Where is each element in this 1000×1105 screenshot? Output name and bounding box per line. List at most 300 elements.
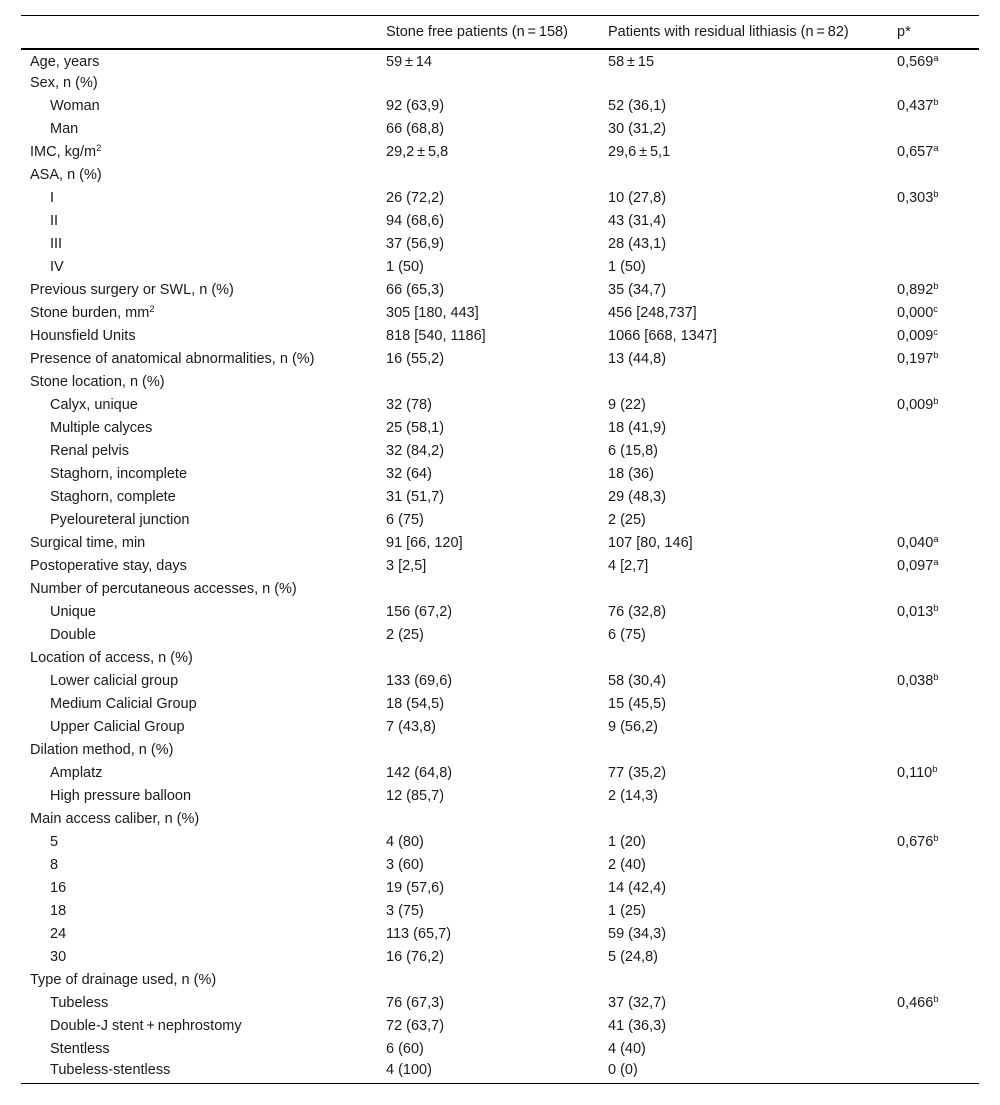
p-value: [888, 210, 979, 233]
p-value-text: 0,569: [897, 53, 934, 70]
table-row: [21, 486, 979, 509]
row-label-text: ASA, n (%): [30, 167, 102, 183]
label-superscript: 2: [96, 143, 102, 154]
row-label: [21, 463, 377, 486]
p-value: [888, 693, 979, 716]
row-label: [21, 693, 377, 716]
table-row: [21, 164, 979, 187]
residual-lithiasis-value: 76 (32,8): [608, 604, 667, 620]
row-label-text: 16: [50, 880, 67, 896]
row-label-text: Pyeloureteral junction: [50, 512, 190, 528]
residual-lithiasis-value: 1 (50): [608, 259, 646, 275]
p-value-text: 0,038: [897, 673, 934, 689]
table-row: [21, 187, 979, 210]
table-row: [21, 141, 979, 164]
row-label-text: Hounsfield Units: [30, 328, 136, 344]
row-label: [21, 371, 377, 394]
residual-lithiasis-value: 9 (22): [608, 397, 646, 413]
p-value-text: 0,013: [897, 604, 934, 620]
residual-lithiasis-value: [599, 371, 888, 394]
p-value: [888, 348, 979, 371]
residual-lithiasis-value: [599, 647, 888, 670]
row-label: [21, 486, 377, 509]
p-value: [888, 417, 979, 440]
residual-lithiasis-value: 52 (36,1): [608, 98, 667, 114]
row-label: [21, 164, 377, 187]
stone-free-value: 94 (68,6): [386, 213, 445, 229]
stone-free-value: 133 (69,6): [386, 673, 453, 689]
row-label-text: Woman: [50, 98, 100, 114]
row-label-text: Staghorn, incomplete: [50, 466, 188, 482]
header-variable: [21, 16, 377, 49]
table-row: [21, 670, 979, 693]
row-label: [21, 440, 377, 463]
p-value-text: 0,000: [897, 305, 934, 321]
p-value-superscript: b: [932, 764, 938, 775]
p-value: [888, 670, 979, 693]
stone-free-value: [377, 969, 599, 992]
row-label-text: Upper Calicial Group: [50, 719, 185, 735]
row-label-text: I: [50, 190, 55, 206]
table-row: [21, 417, 979, 440]
stone-free-value: 26 (72,2): [386, 190, 445, 206]
stone-free-value: 32 (84,2): [386, 443, 445, 459]
p-value: [888, 854, 979, 877]
table-row: [21, 601, 979, 624]
table-row: [21, 992, 979, 1015]
stone-free-value: [377, 808, 599, 831]
table-row: [21, 348, 979, 371]
row-label-text: Stone burden, mm: [30, 305, 150, 321]
table-row: [21, 440, 979, 463]
p-value-superscript: c: [933, 327, 939, 338]
p-value: [888, 463, 979, 486]
p-value: [888, 923, 979, 946]
p-value-superscript: a: [933, 557, 939, 568]
stone-free-value: 31 (51,7): [386, 489, 445, 505]
p-value: [888, 1015, 979, 1038]
row-label-text: Calyx, unique: [50, 397, 138, 413]
stone-free-value: 91 [66, 120]: [386, 535, 463, 551]
residual-lithiasis-value: 4 (40): [608, 1041, 646, 1057]
residual-lithiasis-value: 14 (42,4): [608, 880, 667, 896]
stone-free-value: 4 (80): [386, 834, 424, 850]
p-value: [888, 509, 979, 532]
table-row: [21, 256, 979, 279]
p-value: [888, 325, 979, 348]
row-label: [21, 785, 377, 808]
p-value: [888, 877, 979, 900]
stone-free-value: 19 (57,6): [386, 880, 445, 896]
residual-lithiasis-value: [599, 808, 888, 831]
p-value-superscript: b: [933, 833, 939, 844]
table-row: [21, 969, 979, 992]
residual-lithiasis-value: 77 (35,2): [608, 765, 667, 781]
row-label-text: Staghorn, complete: [50, 489, 176, 505]
stone-free-value: 305 [180, 443]: [386, 305, 479, 321]
p-value: [888, 371, 979, 394]
row-label-text: Type of drainage used, n (%): [30, 972, 217, 988]
stone-free-value: 32 (78): [386, 397, 432, 413]
residual-lithiasis-value: [599, 164, 888, 187]
row-label-text: IMC, kg/m: [30, 144, 97, 160]
row-label-text: Postoperative stay, days: [30, 558, 187, 574]
row-label: [21, 187, 377, 210]
row-label: [21, 210, 377, 233]
row-label: [21, 233, 377, 256]
stone-free-value: 3 [2,5]: [386, 558, 427, 574]
p-value-superscript: b: [933, 281, 939, 292]
row-label: [21, 992, 377, 1015]
residual-lithiasis-value: 18 (36): [608, 466, 654, 482]
header-stone-free: Stone free patients (n = 158): [377, 16, 599, 49]
table-row: [21, 900, 979, 923]
stone-free-value: [377, 578, 599, 601]
p-value-text: 0,009: [897, 328, 934, 344]
residual-lithiasis-value: 30 (31,2): [608, 121, 667, 137]
p-value-text: 0,110: [897, 765, 933, 781]
p-value-text: 0,197: [897, 351, 934, 367]
stone-free-value: 156 (67,2): [386, 604, 453, 620]
residual-lithiasis-value: 107 [80, 146]: [608, 535, 693, 551]
table-row: [21, 877, 979, 900]
row-label: [21, 118, 377, 141]
row-label: [21, 509, 377, 532]
row-label: [21, 762, 377, 785]
row-label: [21, 1061, 377, 1084]
residual-lithiasis-value: 15 (45,5): [608, 696, 667, 712]
row-label-text: Previous surgery or SWL, n (%): [30, 282, 234, 298]
row-label: [21, 854, 377, 877]
residual-lithiasis-value: 2 (25): [608, 512, 646, 528]
row-label-text: Presence of anatomical abnormalities, n (%): [30, 351, 315, 367]
table-row: [21, 785, 979, 808]
residual-lithiasis-value: [599, 72, 888, 95]
row-label-text: III: [50, 236, 63, 252]
stone-free-value: 72 (63,7): [386, 1018, 445, 1034]
results-table: [21, 15, 979, 1084]
stone-free-value: 16 (76,2): [386, 949, 445, 965]
p-value-superscript: a: [933, 52, 939, 64]
stone-free-value: 18 (54,5): [386, 696, 445, 712]
p-value: [888, 969, 979, 992]
table-row: [21, 394, 979, 417]
p-value-superscript: b: [933, 189, 939, 200]
p-value-superscript: a: [933, 534, 939, 545]
row-label: [21, 348, 377, 371]
residual-lithiasis-value: 5 (24,8): [608, 949, 658, 965]
table-row: [21, 463, 979, 486]
residual-lithiasis-value: [599, 969, 888, 992]
residual-lithiasis-value: 13 (44,8): [608, 351, 667, 367]
stone-free-value: 92 (63,9): [386, 98, 445, 114]
residual-lithiasis-value: 29,6 ± 5,1: [608, 144, 671, 160]
p-value: [888, 394, 979, 417]
table-row: [21, 210, 979, 233]
row-label-text: Unique: [50, 604, 96, 620]
row-label-text: Dilation method, n (%): [30, 742, 174, 758]
residual-lithiasis-value: [599, 739, 888, 762]
row-label: [21, 969, 377, 992]
table-row: [21, 831, 979, 854]
table-row: [21, 739, 979, 762]
row-label: [21, 49, 377, 72]
table-row: [21, 325, 979, 348]
stone-free-value: [377, 739, 599, 762]
row-label: [21, 555, 377, 578]
residual-lithiasis-value: 28 (43,1): [608, 236, 667, 252]
table-row: [21, 371, 979, 394]
p-value: [888, 532, 979, 555]
residual-lithiasis-value: 10 (27,8): [608, 190, 667, 206]
stone-free-value: 2 (25): [386, 627, 424, 643]
residual-lithiasis-value: 456 [248,737]: [608, 305, 697, 321]
stone-free-value: 7 (43,8): [386, 719, 436, 735]
row-label-text: IV: [50, 259, 64, 275]
table-row: [21, 95, 979, 118]
p-value-superscript: b: [933, 97, 939, 108]
row-label: [21, 831, 377, 854]
table-row: [21, 923, 979, 946]
residual-lithiasis-value: 1066 [668, 1347]: [608, 328, 717, 344]
row-label: [21, 72, 377, 95]
p-value: [888, 624, 979, 647]
residual-lithiasis-value: 6 (15,8): [608, 443, 658, 459]
table-row: [21, 624, 979, 647]
table-row: [21, 233, 979, 256]
p-value: [888, 187, 979, 210]
p-value: [888, 808, 979, 831]
table-row: [21, 647, 979, 670]
residual-lithiasis-value: 35 (34,7): [608, 282, 667, 298]
row-label: [21, 900, 377, 923]
table-row: [21, 509, 979, 532]
p-value-text: 0,040: [897, 535, 934, 551]
stone-free-value: 6 (75): [386, 512, 424, 528]
row-label: [21, 394, 377, 417]
p-value-text: 0,437: [897, 98, 934, 114]
p-value: [888, 486, 979, 509]
p-value-text: 0,009: [897, 397, 934, 413]
p-value-text: 0,097: [897, 558, 934, 574]
table-row: [21, 693, 979, 716]
p-value: [888, 279, 979, 302]
residual-lithiasis-value: [599, 578, 888, 601]
row-label-text: Lower calicial group: [50, 673, 179, 689]
residual-lithiasis-value: 6 (75): [608, 627, 646, 643]
row-label: [21, 325, 377, 348]
residual-lithiasis-value: 2 (40): [608, 857, 646, 873]
p-value-text: 0,676: [897, 834, 934, 850]
row-label-text: 5: [50, 834, 59, 850]
residual-lithiasis-value: 41 (36,3): [608, 1018, 667, 1034]
row-label-text: Medium Calicial Group: [50, 696, 197, 712]
p-value: [888, 831, 979, 854]
row-label-text: Age, years: [30, 53, 100, 70]
p-value: [888, 1038, 979, 1061]
row-label-text: Man: [50, 121, 79, 137]
table-row: [21, 302, 979, 325]
stone-free-value: 6 (60): [386, 1041, 424, 1057]
stone-free-value: 29,2 ± 5,8: [386, 144, 449, 160]
header-row: [21, 16, 979, 49]
stone-free-value: 3 (60): [386, 857, 424, 873]
p-value: [888, 72, 979, 95]
residual-lithiasis-value: 43 (31,4): [608, 213, 667, 229]
p-value-superscript: c: [933, 304, 939, 315]
p-value: [888, 785, 979, 808]
row-label: [21, 716, 377, 739]
row-label: [21, 624, 377, 647]
row-label-text: Tubeless-stentless: [50, 1061, 171, 1078]
stone-free-value: 12 (85,7): [386, 788, 445, 804]
row-label: [21, 1015, 377, 1038]
p-value: [888, 1061, 979, 1084]
row-label-text: Stone location, n (%): [30, 374, 165, 390]
stone-free-value: 66 (68,8): [386, 121, 445, 137]
residual-lithiasis-value: 58 (30,4): [608, 673, 667, 689]
stone-free-value: [377, 164, 599, 187]
stone-free-value: 25 (58,1): [386, 420, 445, 436]
row-label-text: Multiple calyces: [50, 420, 153, 436]
p-value: [888, 900, 979, 923]
p-value-text: 0,466: [897, 995, 934, 1011]
table-row: [21, 279, 979, 302]
p-value: [888, 49, 979, 72]
table-row: [21, 72, 979, 95]
residual-lithiasis-value: 0 (0): [599, 1061, 888, 1084]
p-value-superscript: a: [933, 143, 939, 154]
stone-free-value: 818 [540, 1186]: [386, 328, 486, 344]
table-row: [21, 1038, 979, 1061]
residual-lithiasis-value: 37 (32,7): [608, 995, 667, 1011]
label-superscript: 2: [149, 304, 155, 315]
row-label: [21, 578, 377, 601]
row-label-text: Main access caliber, n (%): [30, 811, 200, 827]
p-value: [888, 739, 979, 762]
row-label: [21, 808, 377, 831]
residual-lithiasis-value: 9 (56,2): [608, 719, 658, 735]
table-row: [21, 762, 979, 785]
p-value: [888, 302, 979, 325]
p-value: [888, 164, 979, 187]
row-label: [21, 877, 377, 900]
stone-free-value: 1 (50): [386, 259, 424, 275]
table-row: [21, 578, 979, 601]
row-label-text: Number of percutaneous accesses, n (%): [30, 581, 297, 597]
table-row: [21, 49, 979, 72]
row-label-text: Location of access, n (%): [30, 650, 193, 666]
table-row: [21, 555, 979, 578]
row-label: [21, 302, 377, 325]
stone-free-value: 113 (65,7): [386, 926, 452, 942]
row-label: [21, 1038, 377, 1061]
row-label: [21, 670, 377, 693]
table-row: [21, 1061, 979, 1084]
p-value: [888, 256, 979, 279]
residual-lithiasis-value: 59 (34,3): [608, 926, 667, 942]
row-label-text: Stentless: [50, 1041, 110, 1057]
row-label: [21, 923, 377, 946]
table-row: [21, 532, 979, 555]
table-row: [21, 808, 979, 831]
p-value: [888, 992, 979, 1015]
stone-free-value: 66 (65,3): [386, 282, 445, 298]
stone-free-value: [377, 72, 599, 95]
header-residual-lithiasis: Patients with residual lithiasis (n = 82): [599, 16, 888, 49]
stone-free-value: [377, 647, 599, 670]
stone-free-value: 59 ± 14: [386, 53, 433, 70]
table-header: [21, 16, 979, 49]
p-value-superscript: b: [933, 396, 939, 407]
p-value-text: 0,657: [897, 144, 934, 160]
p-value: [888, 762, 979, 785]
stone-free-value: 3 (75): [386, 903, 424, 919]
p-value-superscript: b: [933, 350, 939, 361]
row-label-text: 30: [50, 949, 67, 965]
row-label-text: 18: [50, 903, 67, 919]
row-label-text: Surgical time, min: [30, 535, 146, 551]
stone-free-value: 32 (64): [386, 466, 432, 482]
row-label: [21, 739, 377, 762]
row-label-text: Tubeless: [50, 995, 109, 1011]
p-value: [888, 601, 979, 624]
p-value: [888, 647, 979, 670]
row-label-text: Double: [50, 627, 96, 643]
stone-free-value: [377, 371, 599, 394]
p-value: [888, 95, 979, 118]
stone-free-value: 16 (55,2): [386, 351, 445, 367]
row-label-text: II: [50, 213, 59, 229]
stone-free-value: 142 (64,8): [386, 765, 453, 781]
row-label: [21, 946, 377, 969]
residual-lithiasis-value: 58 ± 15: [608, 53, 655, 70]
table-row: [21, 118, 979, 141]
row-label-text: 8: [50, 857, 59, 873]
p-value: [888, 555, 979, 578]
residual-lithiasis-value: 1 (20): [608, 834, 646, 850]
p-value-text: 0,303: [897, 190, 934, 206]
p-value: [888, 440, 979, 463]
residual-lithiasis-value: 18 (41,9): [608, 420, 667, 436]
row-label: [21, 532, 377, 555]
residual-lithiasis-value: 29 (48,3): [608, 489, 667, 505]
p-value-superscript: b: [933, 994, 939, 1005]
table-container: [21, 15, 979, 1084]
row-label-text: Amplatz: [50, 765, 103, 781]
p-value-superscript: b: [933, 672, 939, 683]
row-label-text: Double-J stent + nephrostomy: [50, 1018, 242, 1034]
p-value: [888, 118, 979, 141]
stone-free-value: 4 (100): [377, 1061, 599, 1084]
row-label-text: High pressure balloon: [50, 788, 192, 804]
header-p-value: p*: [888, 16, 979, 49]
residual-lithiasis-value: 4 [2,7]: [608, 558, 649, 574]
row-label: [21, 647, 377, 670]
row-label-text: Sex, n (%): [30, 75, 98, 91]
table-row: [21, 854, 979, 877]
row-label-text: 24: [50, 926, 67, 942]
table-body: [21, 49, 979, 1084]
table-row: [21, 716, 979, 739]
p-value: [888, 578, 979, 601]
row-label: [21, 601, 377, 624]
p-value-text: 0,892: [897, 282, 934, 298]
row-label: [21, 141, 377, 164]
table-row: [21, 946, 979, 969]
residual-lithiasis-value: 1 (25): [608, 903, 646, 919]
row-label: [21, 256, 377, 279]
